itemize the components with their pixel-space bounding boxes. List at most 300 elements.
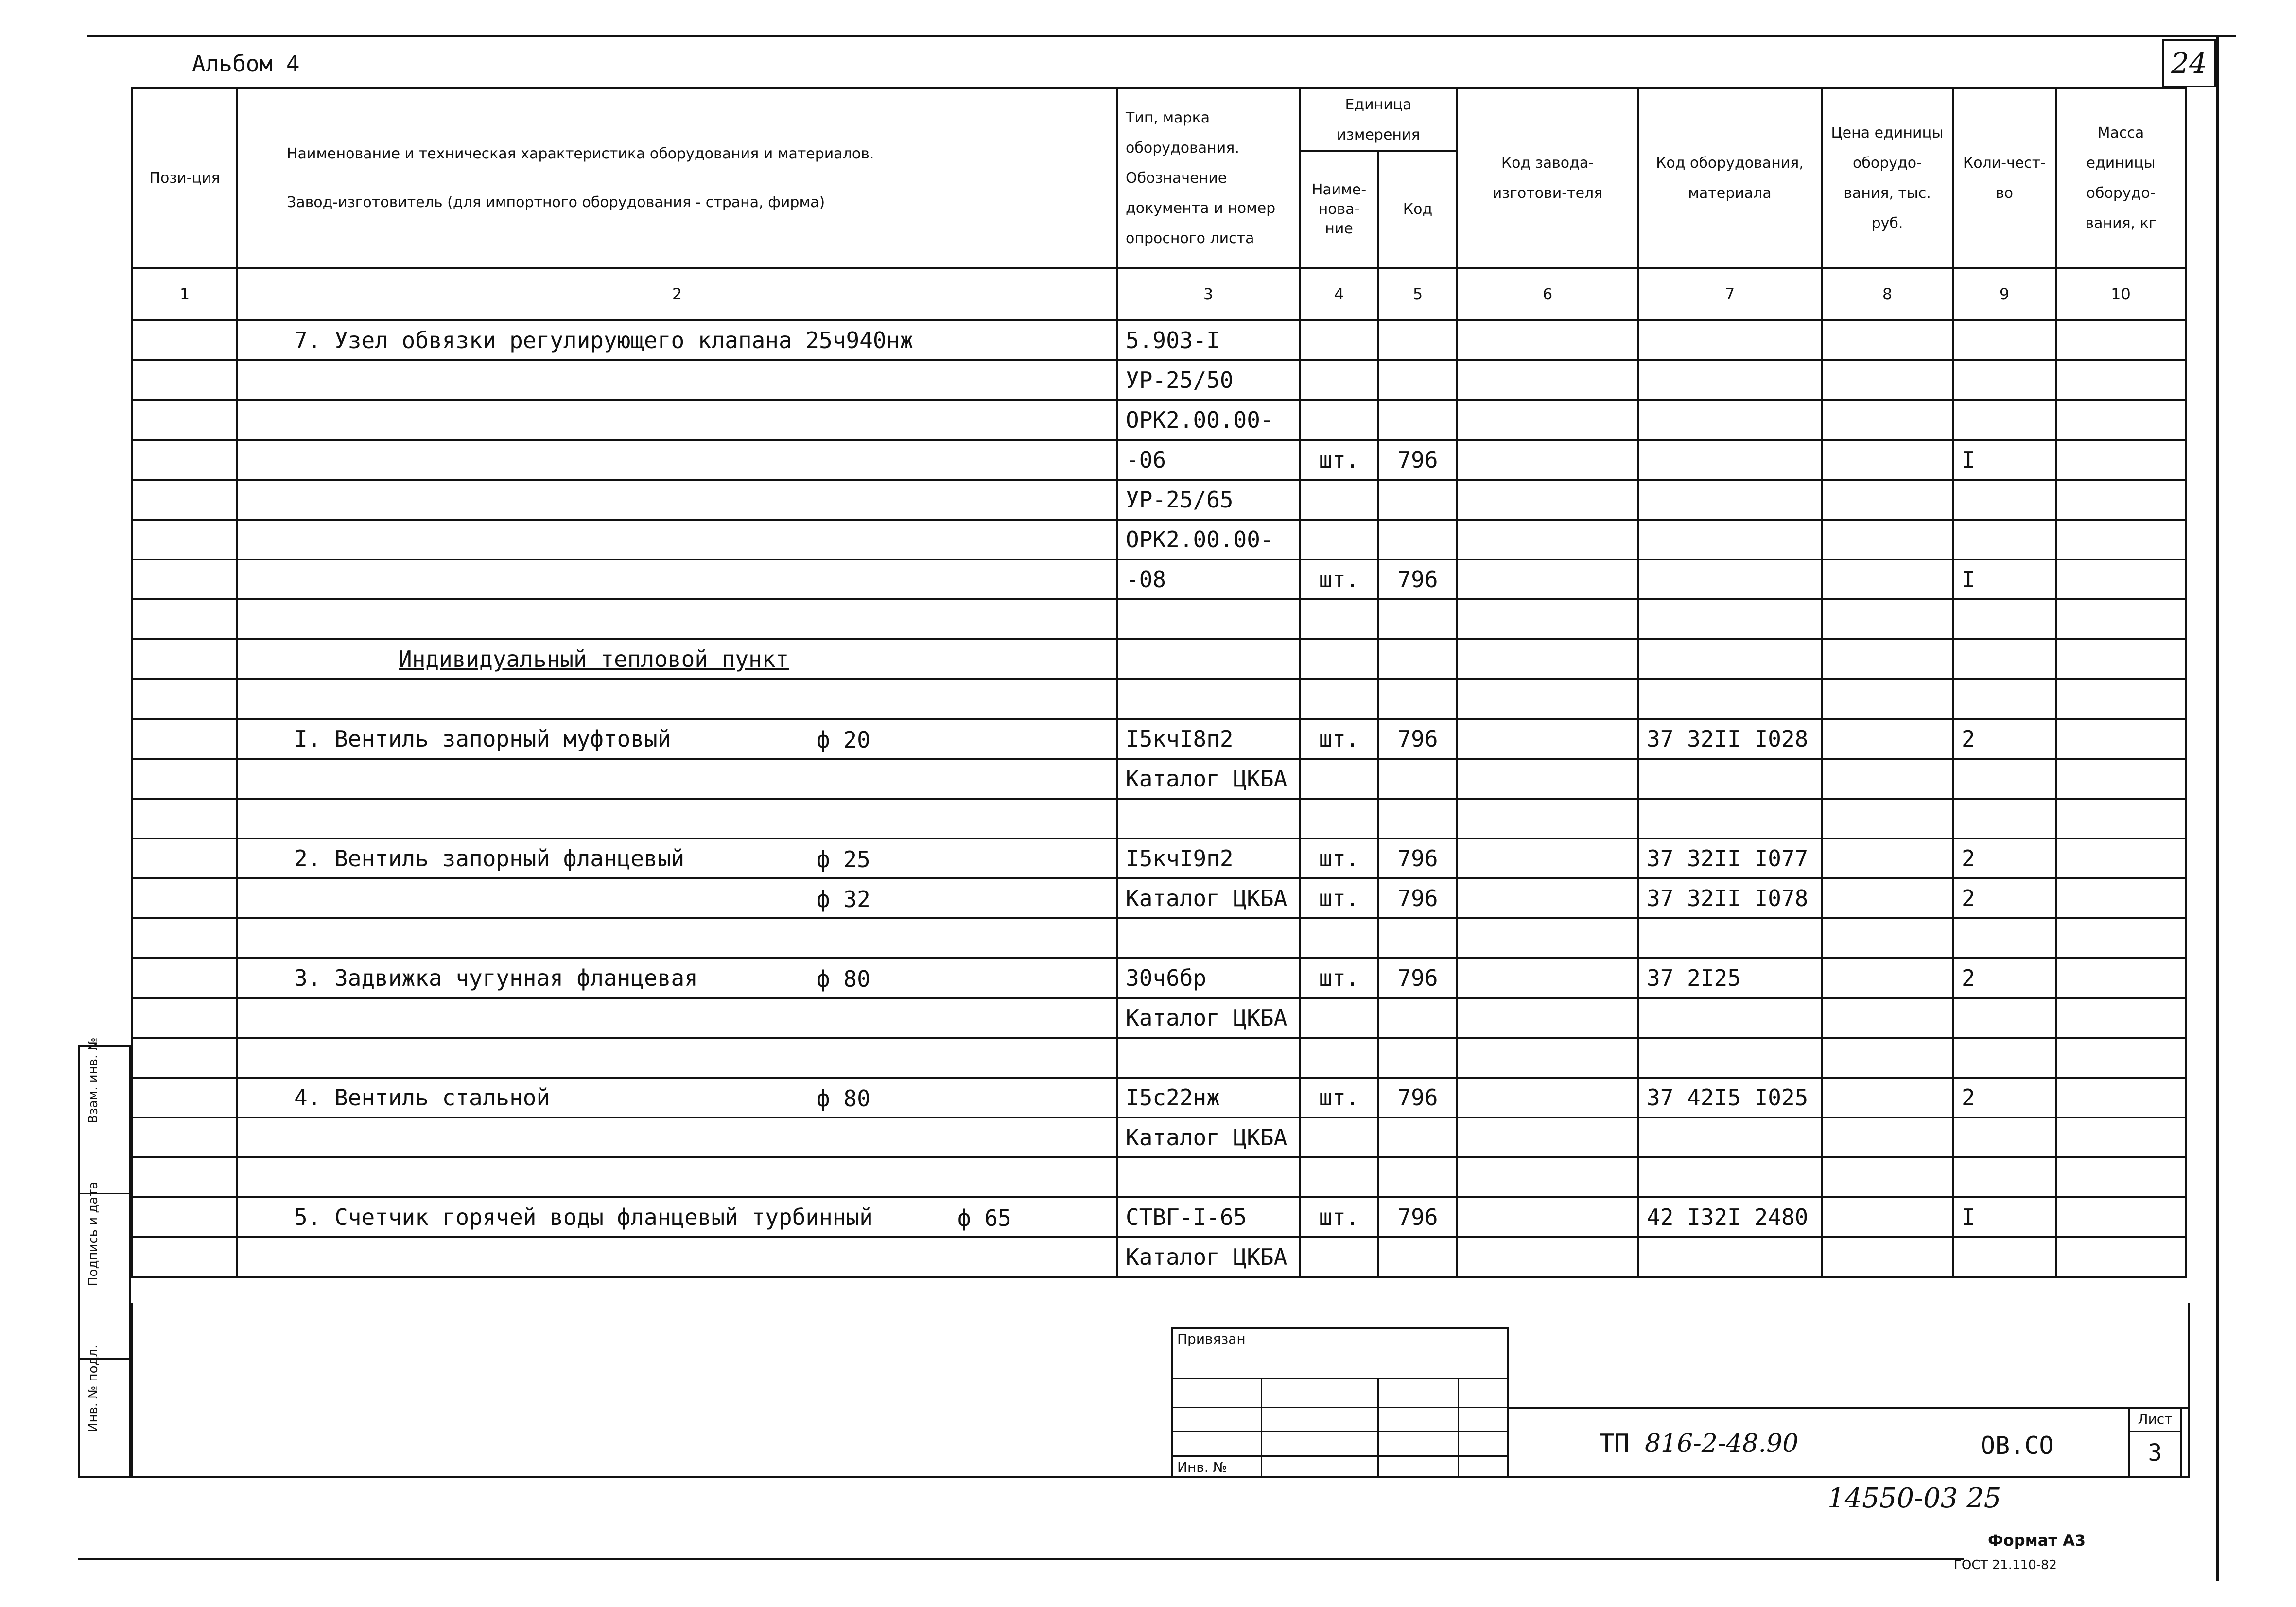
type-cell: УР-25/50 [1117, 360, 1300, 400]
item-name: Индивидуальный тепловой пункт [399, 646, 789, 672]
name-cell [237, 1157, 1117, 1197]
name-cell [237, 1118, 1117, 1157]
table-row [132, 639, 2186, 679]
mass-cell [2056, 838, 2186, 878]
equip-code-cell [1638, 799, 1822, 838]
table-row [132, 599, 2186, 639]
type-cell: Каталог ЦКБА [1117, 878, 1300, 918]
plant-code-cell [1457, 1118, 1638, 1157]
price-cell [1822, 400, 1953, 440]
unit-code-cell: 796 [1378, 1078, 1457, 1118]
type-cell [1117, 679, 1300, 719]
side-sign-date: Подпись и дата [86, 1181, 101, 1286]
table-row [132, 838, 2186, 878]
plant-code-cell [1457, 1237, 1638, 1277]
name-cell [237, 759, 1117, 799]
type-cell: 5.903-I [1117, 320, 1300, 360]
unit-cell [1300, 998, 1378, 1038]
equip-code-cell [1638, 440, 1822, 480]
pos-cell [132, 1197, 237, 1237]
item-diameter: ф 32 [817, 886, 870, 912]
plant-code-cell [1457, 958, 1638, 998]
name-cell [237, 878, 1117, 918]
name-cell [237, 559, 1117, 599]
mass-cell [2056, 639, 2186, 679]
price-cell [1822, 639, 1953, 679]
name-cell [237, 320, 1117, 360]
unit-code-cell [1378, 599, 1457, 639]
name-cell [237, 799, 1117, 838]
equip-code-cell [1638, 520, 1822, 559]
mass-cell [2056, 759, 2186, 799]
col-num: 7 [1638, 268, 1822, 320]
plant-code-cell [1457, 1197, 1638, 1237]
type-cell: Каталог ЦКБА [1117, 1118, 1300, 1157]
pos-cell [132, 480, 237, 520]
name-cell [237, 440, 1117, 480]
item-diameter: ф 80 [817, 966, 870, 992]
side-inv-orig: Инв. № подл. [86, 1345, 101, 1432]
stamp-inv-label: Инв. № [1177, 1459, 1227, 1475]
col-unit-name-header: Наиме-нова-ние [1300, 151, 1378, 268]
price-cell [1822, 998, 1953, 1038]
item-name: 3. Задвижка чугунная фланцевая [294, 965, 698, 991]
table-row [132, 360, 2186, 400]
name-cell [237, 400, 1117, 440]
mass-cell [2056, 878, 2186, 918]
plant-code-cell [1457, 998, 1638, 1038]
bottom-line [78, 1558, 1964, 1560]
pos-cell [132, 599, 237, 639]
unit-code-cell: 796 [1378, 719, 1457, 759]
unit-code-cell [1378, 759, 1457, 799]
plant-code-cell [1457, 320, 1638, 360]
equip-code-cell [1638, 360, 1822, 400]
plant-code-cell [1457, 440, 1638, 480]
qty-cell: 2 [1953, 878, 2056, 918]
qty-cell [1953, 759, 2056, 799]
unit-cell: шт. [1300, 440, 1378, 480]
unit-cell [1300, 1038, 1378, 1078]
pos-cell [132, 998, 237, 1038]
pos-cell [132, 1237, 237, 1277]
plant-code-cell [1457, 759, 1638, 799]
type-cell: УР-25/65 [1117, 480, 1300, 520]
unit-code-cell [1378, 480, 1457, 520]
pos-cell [132, 878, 237, 918]
table-row [132, 400, 2186, 440]
col-plant-code-header: Код завода-изготови-теля [1457, 88, 1638, 268]
pos-cell [132, 799, 237, 838]
unit-code-cell [1378, 799, 1457, 838]
type-cell: I5кчI9п2 [1117, 838, 1300, 878]
type-cell: ОРК2.00.00- [1117, 400, 1300, 440]
right-border [2216, 35, 2219, 1581]
price-cell [1822, 1078, 1953, 1118]
table-row [132, 878, 2186, 918]
qty-cell [1953, 400, 2056, 440]
mass-cell [2056, 1038, 2186, 1078]
unit-cell [1300, 400, 1378, 440]
name-cell [237, 1078, 1117, 1118]
qty-cell: 2 [1953, 719, 2056, 759]
title-block-line [1509, 1407, 2190, 1409]
plant-code-cell [1457, 599, 1638, 639]
mass-cell [2056, 1237, 2186, 1277]
plant-code-cell [1457, 1157, 1638, 1197]
equip-code-cell [1638, 918, 1822, 958]
pos-cell [132, 360, 237, 400]
qty-cell [1953, 1157, 2056, 1197]
name-cell [237, 918, 1117, 958]
price-cell [1822, 719, 1953, 759]
equip-code-cell: 37 2I25 [1638, 958, 1822, 998]
unit-cell [1300, 1157, 1378, 1197]
mass-cell [2056, 480, 2186, 520]
unit-code-cell: 796 [1378, 958, 1457, 998]
table-row [132, 1197, 2186, 1237]
unit-cell: шт. [1300, 1197, 1378, 1237]
mass-cell [2056, 998, 2186, 1038]
table-row [132, 958, 2186, 998]
qty-cell: I [1953, 1197, 2056, 1237]
plant-code-cell [1457, 520, 1638, 559]
name-cell [237, 719, 1117, 759]
album-label: Альбом 4 [192, 51, 300, 77]
type-cell [1117, 1157, 1300, 1197]
specification-table [131, 87, 2187, 1278]
binding-stamp [1171, 1327, 1509, 1478]
equip-code-cell: 37 42I5 I025 [1638, 1078, 1822, 1118]
pos-cell [132, 520, 237, 559]
pos-cell [132, 918, 237, 958]
pos-cell [132, 400, 237, 440]
unit-cell: шт. [1300, 719, 1378, 759]
price-cell [1822, 918, 1953, 958]
unit-code-cell [1378, 320, 1457, 360]
type-cell: Каталог ЦКБА [1117, 998, 1300, 1038]
name-cell [237, 1197, 1117, 1237]
sheet-value: 3 [2148, 1439, 2162, 1467]
mass-cell [2056, 440, 2186, 480]
col-num: 3 [1117, 268, 1300, 320]
qty-cell [1953, 1038, 2056, 1078]
plant-code-cell [1457, 878, 1638, 918]
mass-cell [2056, 1118, 2186, 1157]
name-cell [237, 599, 1117, 639]
table-row [132, 559, 2186, 599]
price-cell [1822, 1038, 1953, 1078]
unit-cell [1300, 639, 1378, 679]
pos-cell [132, 559, 237, 599]
type-cell: -06 [1117, 440, 1300, 480]
mass-cell [2056, 679, 2186, 719]
col-name-header-line2: Завод-изготовитель (для импортного оборудования - страна, фирма) [287, 193, 825, 211]
table-row [132, 998, 2186, 1038]
unit-cell [1300, 1118, 1378, 1157]
unit-code-cell [1378, 639, 1457, 679]
col-type-header: Тип, марка оборудования. Обозначение документа и номер опросного листа [1117, 88, 1300, 268]
type-cell [1117, 918, 1300, 958]
col-num: 8 [1822, 268, 1953, 320]
type-cell [1117, 1038, 1300, 1078]
unit-cell [1300, 599, 1378, 639]
plant-code-cell [1457, 799, 1638, 838]
unit-code-cell: 796 [1378, 878, 1457, 918]
unit-code-cell [1378, 360, 1457, 400]
equip-code-cell: 37 32II I077 [1638, 838, 1822, 878]
unit-code-cell [1378, 918, 1457, 958]
equip-code-cell [1638, 998, 1822, 1038]
price-cell [1822, 679, 1953, 719]
plant-code-cell [1457, 1038, 1638, 1078]
table-row [132, 1157, 2186, 1197]
pos-cell [132, 838, 237, 878]
name-cell [237, 958, 1117, 998]
handwritten-sheet-number: 24 [2162, 39, 2216, 87]
col-qty-header: Коли-чест-во [1953, 88, 2056, 268]
pos-cell [132, 320, 237, 360]
item-diameter: ф 25 [817, 846, 870, 873]
table-row [132, 480, 2186, 520]
pos-cell [132, 440, 237, 480]
top-border [87, 35, 2236, 37]
price-cell [1822, 1118, 1953, 1157]
item-diameter: ф 20 [817, 727, 870, 753]
mass-cell [2056, 520, 2186, 559]
qty-cell [1953, 599, 2056, 639]
type-cell: ОРК2.00.00- [1117, 520, 1300, 559]
type-cell: I5кчI8п2 [1117, 719, 1300, 759]
unit-cell [1300, 799, 1378, 838]
qty-cell [1953, 639, 2056, 679]
unit-cell [1300, 1237, 1378, 1277]
qty-cell [1953, 1118, 2056, 1157]
doc-prefix: ТП [1599, 1429, 1630, 1458]
equip-code-cell: 42 I32I 2480 [1638, 1197, 1822, 1237]
side-inv-repl: Взам. инв. № [86, 1037, 101, 1123]
mass-cell [2056, 719, 2186, 759]
type-cell: 30ч6бр [1117, 958, 1300, 998]
mass-cell [2056, 360, 2186, 400]
pos-cell [132, 1078, 237, 1118]
mass-cell [2056, 1078, 2186, 1118]
name-cell [237, 1237, 1117, 1277]
mass-cell [2056, 799, 2186, 838]
type-cell [1117, 639, 1300, 679]
stamp-bound-label: Привязан [1177, 1331, 1246, 1347]
pos-cell [132, 719, 237, 759]
equip-code-cell [1638, 1118, 1822, 1157]
col-num: 9 [1953, 268, 2056, 320]
plant-code-cell [1457, 719, 1638, 759]
type-cell: -08 [1117, 559, 1300, 599]
qty-cell [1953, 918, 2056, 958]
price-cell [1822, 520, 1953, 559]
mass-cell [2056, 958, 2186, 998]
qty-cell: 2 [1953, 1078, 2056, 1118]
plant-code-cell [1457, 679, 1638, 719]
unit-code-cell [1378, 400, 1457, 440]
item-name: 4. Вентиль стальной [294, 1084, 550, 1111]
equip-code-cell [1638, 599, 1822, 639]
table-row [132, 1237, 2186, 1277]
type-cell: СТВГ-I-65 [1117, 1197, 1300, 1237]
price-cell [1822, 958, 1953, 998]
plant-code-cell [1457, 918, 1638, 958]
qty-cell: I [1953, 440, 2056, 480]
col-position-header: Пози-ция [132, 88, 237, 268]
table-row [132, 440, 2186, 480]
unit-cell: шт. [1300, 559, 1378, 599]
type-cell: Каталог ЦКБА [1117, 759, 1300, 799]
unit-code-cell [1378, 1118, 1457, 1157]
doc-number: 816-2-48.90 [1644, 1429, 1799, 1458]
format-label: Формат А3 [1988, 1531, 2086, 1550]
table-row [132, 1118, 2186, 1157]
price-cell [1822, 1157, 1953, 1197]
equip-code-cell [1638, 639, 1822, 679]
col-price-header: Цена единицы оборудо-вания, тыс. руб. [1822, 88, 1953, 268]
name-cell [237, 520, 1117, 559]
unit-cell [1300, 480, 1378, 520]
header-row [132, 88, 2186, 151]
qty-cell: I [1953, 559, 2056, 599]
price-cell [1822, 320, 1953, 360]
document-code [1599, 1429, 1798, 1458]
mass-cell [2056, 1157, 2186, 1197]
equip-code-cell: 37 32II I028 [1638, 719, 1822, 759]
type-cell: Каталог ЦКБА [1117, 1237, 1300, 1277]
bottom-frame [131, 1303, 2190, 1478]
unit-code-cell [1378, 1157, 1457, 1197]
unit-code-cell [1378, 679, 1457, 719]
price-cell [1822, 559, 1953, 599]
unit-code-cell [1378, 1038, 1457, 1078]
unit-code-cell: 796 [1378, 440, 1457, 480]
name-cell [237, 838, 1117, 878]
qty-cell: 2 [1953, 838, 2056, 878]
equip-code-cell [1638, 400, 1822, 440]
name-cell [237, 639, 1117, 679]
plant-code-cell [1457, 639, 1638, 679]
sheet-box [2128, 1407, 2182, 1478]
col-num: 2 [237, 268, 1117, 320]
col-name-header [237, 88, 1117, 268]
qty-cell [1953, 998, 2056, 1038]
price-cell [1822, 799, 1953, 838]
qty-cell [1953, 1237, 2056, 1277]
equip-code-cell [1638, 559, 1822, 599]
qty-cell [1953, 480, 2056, 520]
pos-cell [132, 958, 237, 998]
mass-cell [2056, 559, 2186, 599]
table-row [132, 1078, 2186, 1118]
price-cell [1822, 878, 1953, 918]
col-num: 10 [2056, 268, 2186, 320]
table-row [132, 918, 2186, 958]
col-unit-code-header: Код [1378, 151, 1457, 268]
equip-code-cell: 37 32II I078 [1638, 878, 1822, 918]
col-name-header-line1: Наименование и техническая характеристика оборудования и материалов. [287, 145, 874, 162]
mass-cell [2056, 599, 2186, 639]
equip-code-cell [1638, 1237, 1822, 1277]
table-row [132, 719, 2186, 759]
col-equip-code-header: Код оборудования, материала [1638, 88, 1822, 268]
col-num: 5 [1378, 268, 1457, 320]
col-num: 1 [132, 268, 237, 320]
item-name: 5. Счетчик горячей воды фланцевый турбинный [294, 1204, 873, 1230]
equip-code-cell [1638, 480, 1822, 520]
plant-code-cell [1457, 400, 1638, 440]
qty-cell [1953, 520, 2056, 559]
price-cell [1822, 1237, 1953, 1277]
table-row [132, 759, 2186, 799]
handwritten-number: 14550-03 25 [1827, 1483, 2001, 1514]
price-cell [1822, 440, 1953, 480]
mass-cell [2056, 918, 2186, 958]
pos-cell [132, 1118, 237, 1157]
type-cell [1117, 599, 1300, 639]
plant-code-cell [1457, 838, 1638, 878]
table-row [132, 679, 2186, 719]
plant-code-cell [1457, 559, 1638, 599]
mass-cell [2056, 320, 2186, 360]
table-row [132, 1038, 2186, 1078]
col-unit-group-header: Единица измерения [1300, 88, 1457, 151]
unit-code-cell [1378, 1237, 1457, 1277]
item-name: 7. Узел обвязки регулирующего клапана 25ч940нж [294, 327, 913, 353]
pos-cell [132, 759, 237, 799]
doc-suffix: ОВ.СО [1981, 1432, 2054, 1460]
qty-cell: 2 [1953, 958, 2056, 998]
unit-code-cell: 796 [1378, 1197, 1457, 1237]
unit-code-cell: 796 [1378, 559, 1457, 599]
column-number-row [132, 268, 2186, 320]
table-row [132, 520, 2186, 559]
price-cell [1822, 480, 1953, 520]
mass-cell [2056, 1197, 2186, 1237]
unit-cell [1300, 320, 1378, 360]
table-row [132, 799, 2186, 838]
plant-code-cell [1457, 1078, 1638, 1118]
equip-code-cell [1638, 320, 1822, 360]
unit-cell: шт. [1300, 838, 1378, 878]
qty-cell [1953, 679, 2056, 719]
col-mass-header: Масса единицы оборудо-вания, кг [2056, 88, 2186, 268]
name-cell [237, 360, 1117, 400]
equip-code-cell [1638, 1157, 1822, 1197]
unit-code-cell: 796 [1378, 838, 1457, 878]
pos-cell [132, 679, 237, 719]
unit-cell [1300, 360, 1378, 400]
pos-cell [132, 639, 237, 679]
type-cell: I5с22нж [1117, 1078, 1300, 1118]
table-row [132, 320, 2186, 360]
price-cell [1822, 838, 1953, 878]
unit-cell [1300, 759, 1378, 799]
name-cell [237, 480, 1117, 520]
unit-cell: шт. [1300, 878, 1378, 918]
pos-cell [132, 1157, 237, 1197]
unit-cell [1300, 679, 1378, 719]
unit-cell [1300, 918, 1378, 958]
equip-code-cell [1638, 759, 1822, 799]
unit-cell: шт. [1300, 1078, 1378, 1118]
unit-cell [1300, 520, 1378, 559]
side-stamp [78, 1037, 131, 1478]
gost-label: ГОСТ 21.110-82 [1954, 1558, 2057, 1572]
